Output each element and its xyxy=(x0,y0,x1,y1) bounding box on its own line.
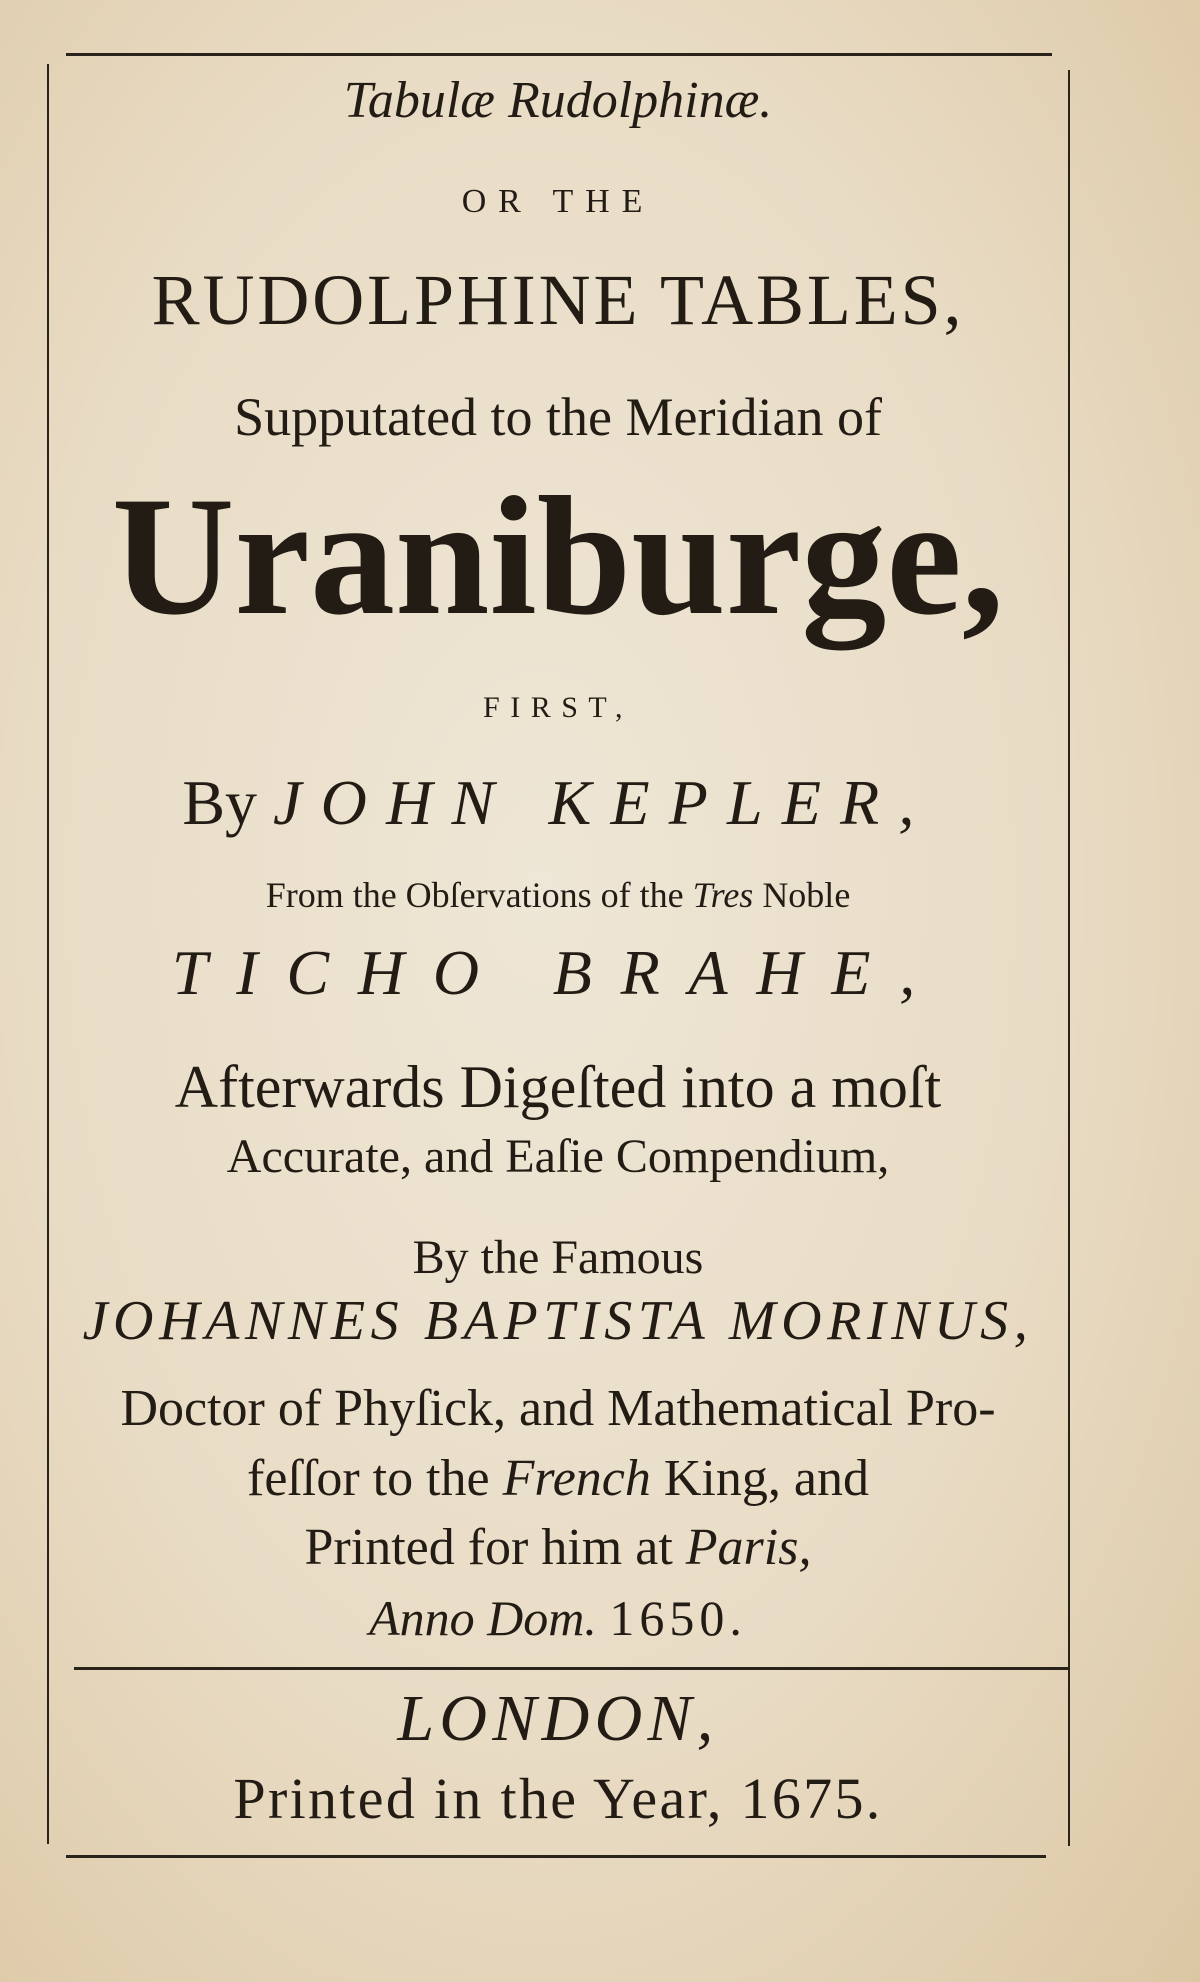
compiler-name: JOHANNES BAPTISTA MORINUS, xyxy=(82,1290,1034,1352)
french: French xyxy=(502,1450,651,1507)
author-name: JOHN KEPLER, xyxy=(273,767,934,838)
anno-dom: Anno Dom. xyxy=(369,1590,597,1646)
fessor-prefix: feſſor to the xyxy=(247,1450,490,1507)
first-label: FIRST, xyxy=(483,691,633,724)
latin-title: Tabulæ Rudolphinæ. xyxy=(343,72,773,129)
main-title: RUDOLPHINE TABLES, xyxy=(151,260,965,340)
by-the-famous: By the Famous xyxy=(412,1231,704,1284)
observer-name: TICHO BRAHE, xyxy=(171,937,945,1008)
imprint-city: LONDON, xyxy=(397,1682,719,1755)
or-the: OR THE xyxy=(461,183,655,220)
king: King, and xyxy=(663,1450,869,1507)
afterwards-line: Afterwards Digeſted into a moſt xyxy=(174,1054,942,1120)
place-name: Uraniburge, xyxy=(111,462,1005,650)
right-border xyxy=(1068,70,1070,1846)
author-line xyxy=(48,767,1068,838)
printed-prefix: Printed for him at xyxy=(304,1519,673,1576)
printed-for-line xyxy=(48,1519,1068,1576)
top-rule xyxy=(66,53,1052,56)
by-label: By xyxy=(182,767,258,838)
imprint-line: Printed in the Year, 1675. xyxy=(233,1766,883,1831)
from-prefix: From the Obſervations of the xyxy=(265,875,684,915)
original-year: 1650. xyxy=(609,1590,747,1646)
supputated-line: Supputated to the Meridian of xyxy=(234,387,882,447)
imprint-rule xyxy=(74,1667,1068,1670)
paris: Paris, xyxy=(685,1519,812,1576)
doctor-line: Doctor of Phyſick, and Mathematical Pro- xyxy=(120,1380,996,1437)
from-line xyxy=(48,877,1068,913)
noble: Noble xyxy=(762,875,851,915)
fessor-line xyxy=(48,1450,1068,1507)
anno-line xyxy=(48,1590,1068,1646)
bottom-rule xyxy=(66,1855,1046,1858)
tres: Tres xyxy=(692,875,754,915)
accurate-line: Accurate, and Eaſie Compendium, xyxy=(226,1130,890,1183)
